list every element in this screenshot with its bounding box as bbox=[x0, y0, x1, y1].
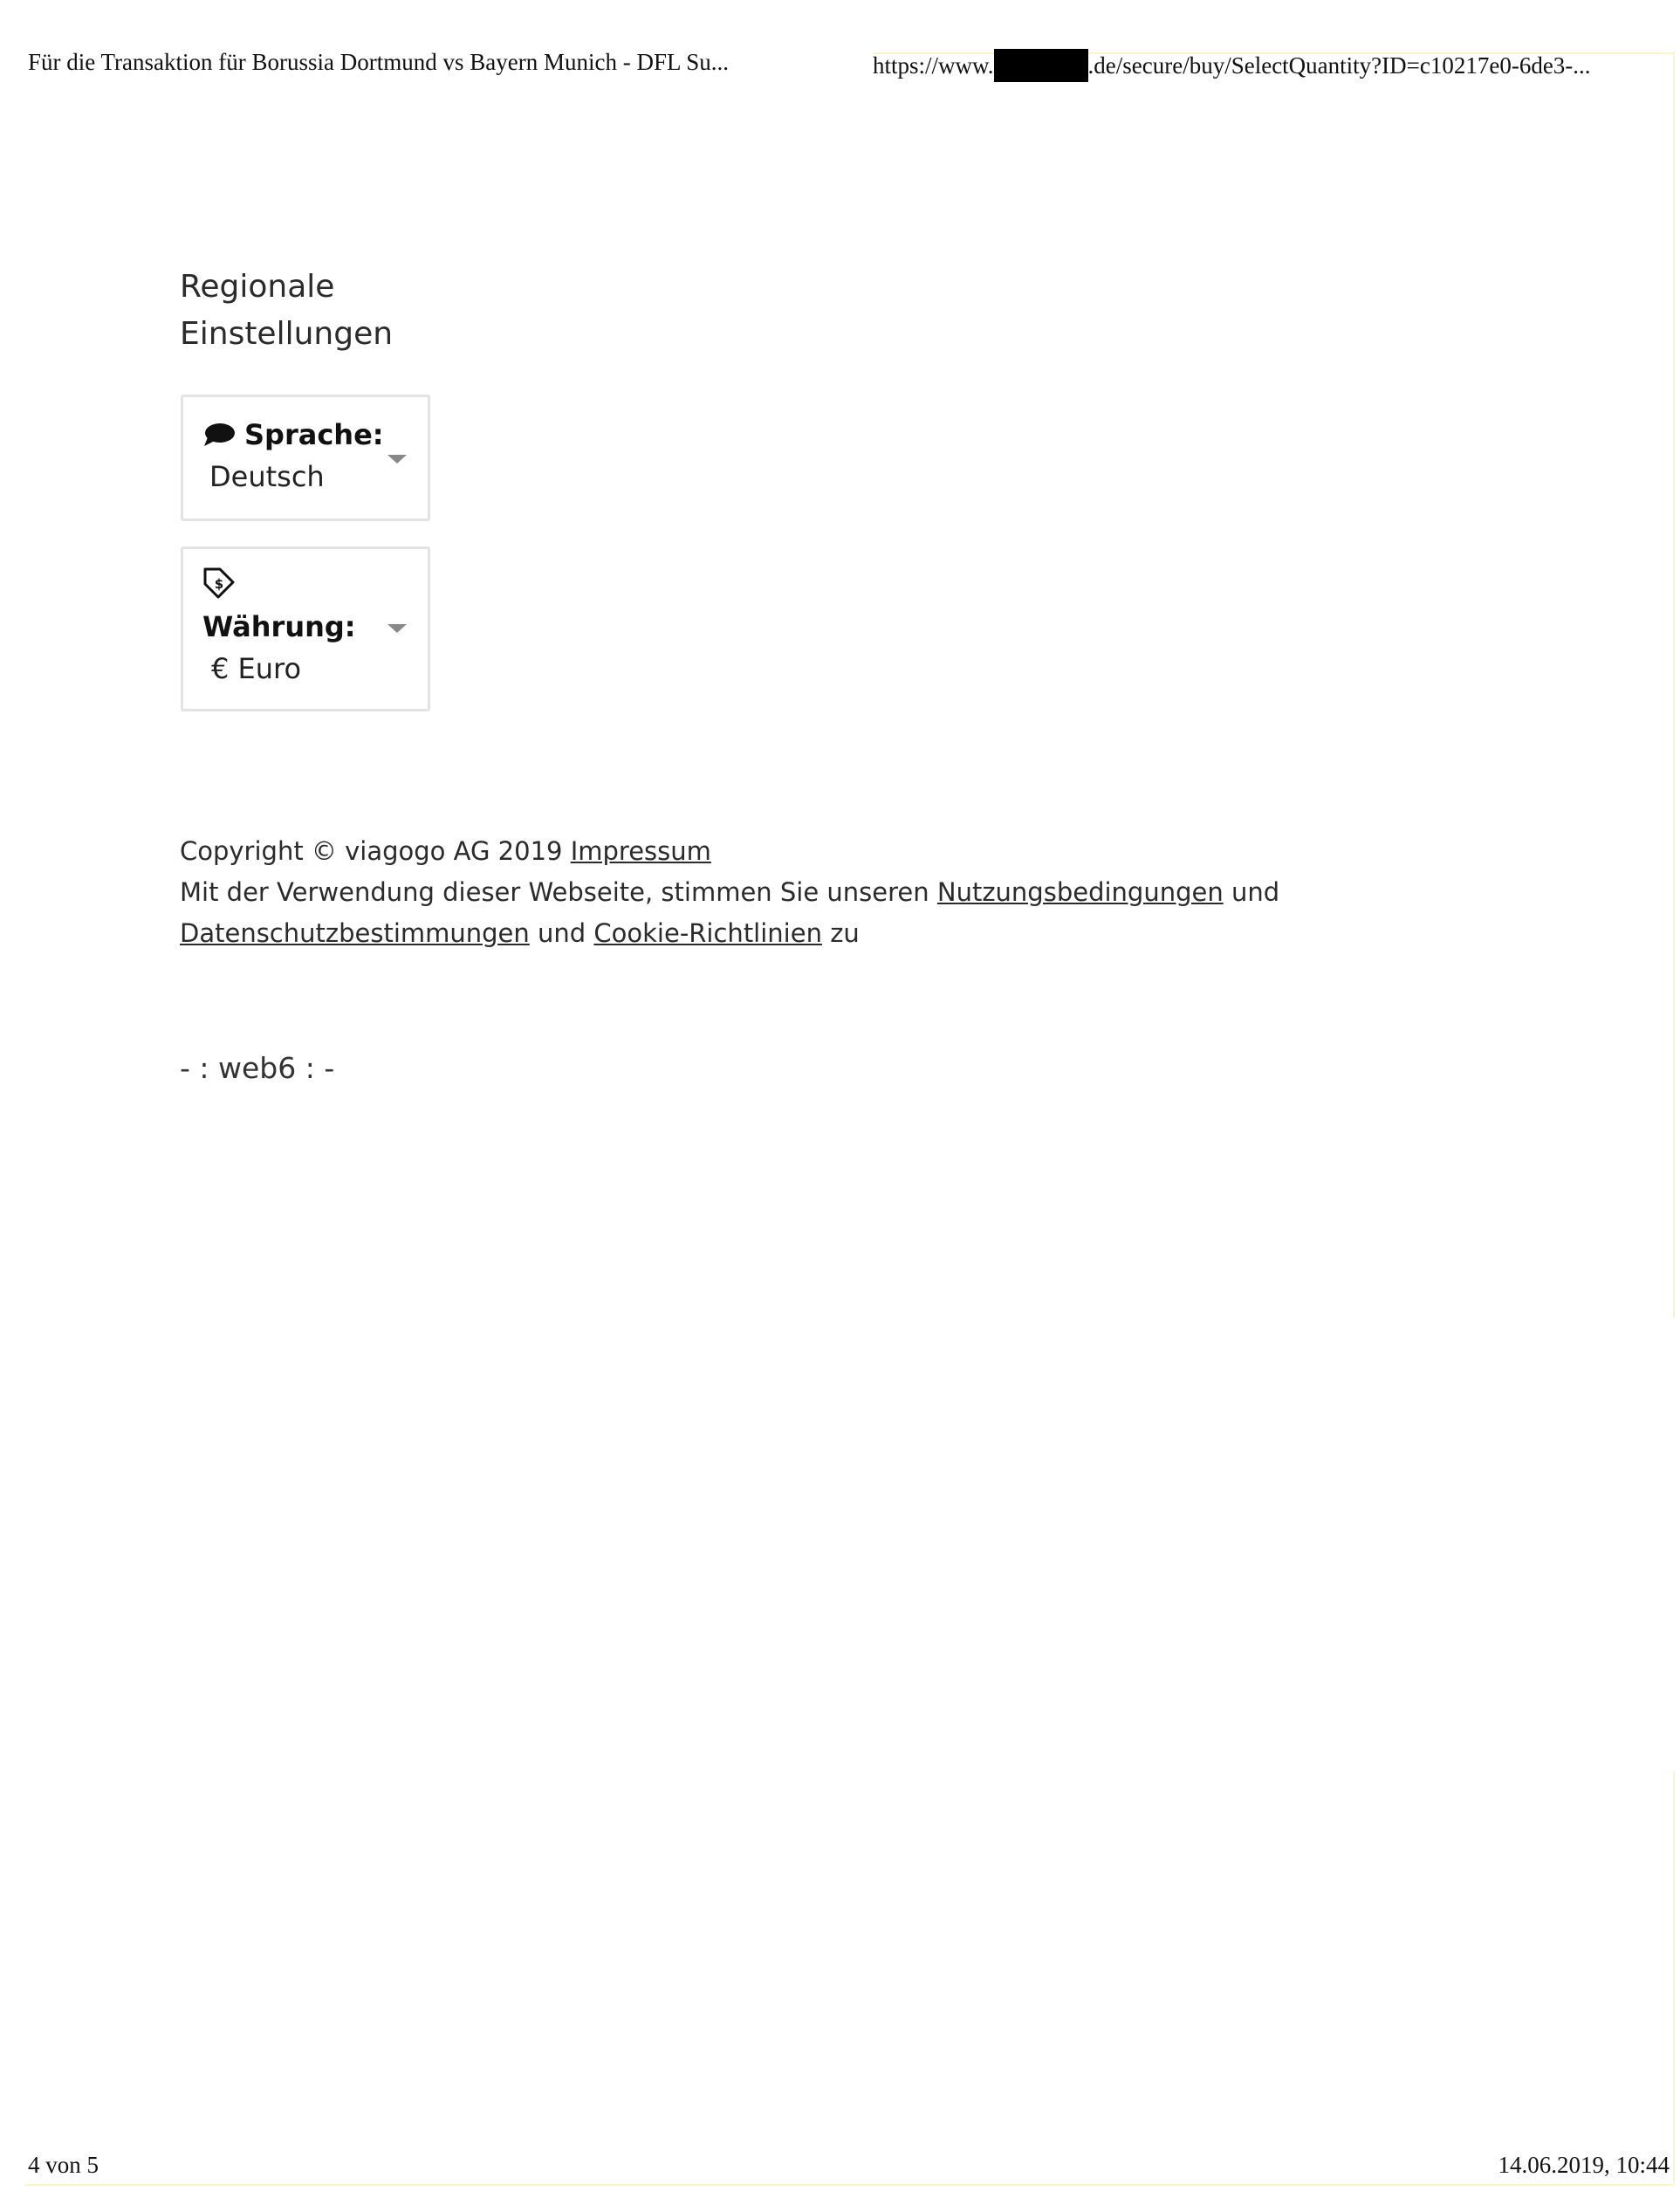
language-value: Deutsch bbox=[209, 460, 325, 493]
language-label: Sprache: bbox=[244, 418, 384, 451]
language-label-row bbox=[202, 418, 384, 451]
cookie-link[interactable]: Cookie-Richtlinien bbox=[593, 918, 822, 948]
regional-settings-heading: Regionale Einstellungen bbox=[180, 269, 394, 352]
svg-text:$: $ bbox=[214, 576, 224, 592]
terms-link[interactable]: Nutzungsbedingungen bbox=[936, 877, 1224, 907]
privacy-link[interactable]: Datenschutzbestimmungen bbox=[180, 918, 530, 948]
redaction-bar bbox=[994, 49, 1088, 82]
currency-value: € Euro bbox=[211, 652, 302, 685]
and-text: und bbox=[538, 918, 586, 948]
currency-select[interactable] bbox=[181, 546, 430, 711]
currency-label: Währung: bbox=[202, 610, 356, 643]
chevron-down-icon bbox=[387, 624, 407, 633]
money-tag-icon bbox=[202, 567, 236, 600]
url-suffix: .de/secure/buy/SelectQuantity?ID=c10217e0-6de3-... bbox=[1087, 52, 1591, 79]
usage-text: Mit der Verwendung dieser Webseite, stimmen Sie unseren bbox=[180, 877, 929, 907]
suffix-text: zu bbox=[830, 918, 860, 948]
page-border-right-lower bbox=[1673, 1772, 1675, 2182]
server-tag: - : web6 : - bbox=[180, 1051, 335, 1085]
and-text: und bbox=[1231, 877, 1280, 907]
print-header-url bbox=[873, 49, 1591, 82]
copyright-text: Copyright © viagogo AG 2019 bbox=[180, 836, 563, 866]
impressum-link[interactable]: Impressum bbox=[570, 836, 711, 866]
speech-bubble-icon bbox=[202, 422, 236, 448]
language-select[interactable] bbox=[181, 395, 430, 521]
page-border-bottom bbox=[24, 2184, 1675, 2186]
page-border-right bbox=[1673, 52, 1675, 1318]
url-prefix: https://www. bbox=[873, 52, 994, 79]
chevron-down-icon bbox=[387, 455, 407, 464]
footer-legal bbox=[180, 831, 1314, 954]
print-footer-page: 4 von 5 bbox=[28, 2152, 99, 2178]
print-footer-datetime: 14.06.2019, 10:44 bbox=[1498, 2152, 1670, 2178]
print-header-title: Für die Transaktion für Borussia Dortmund vs Bayern Munich - DFL Su... bbox=[28, 49, 729, 75]
